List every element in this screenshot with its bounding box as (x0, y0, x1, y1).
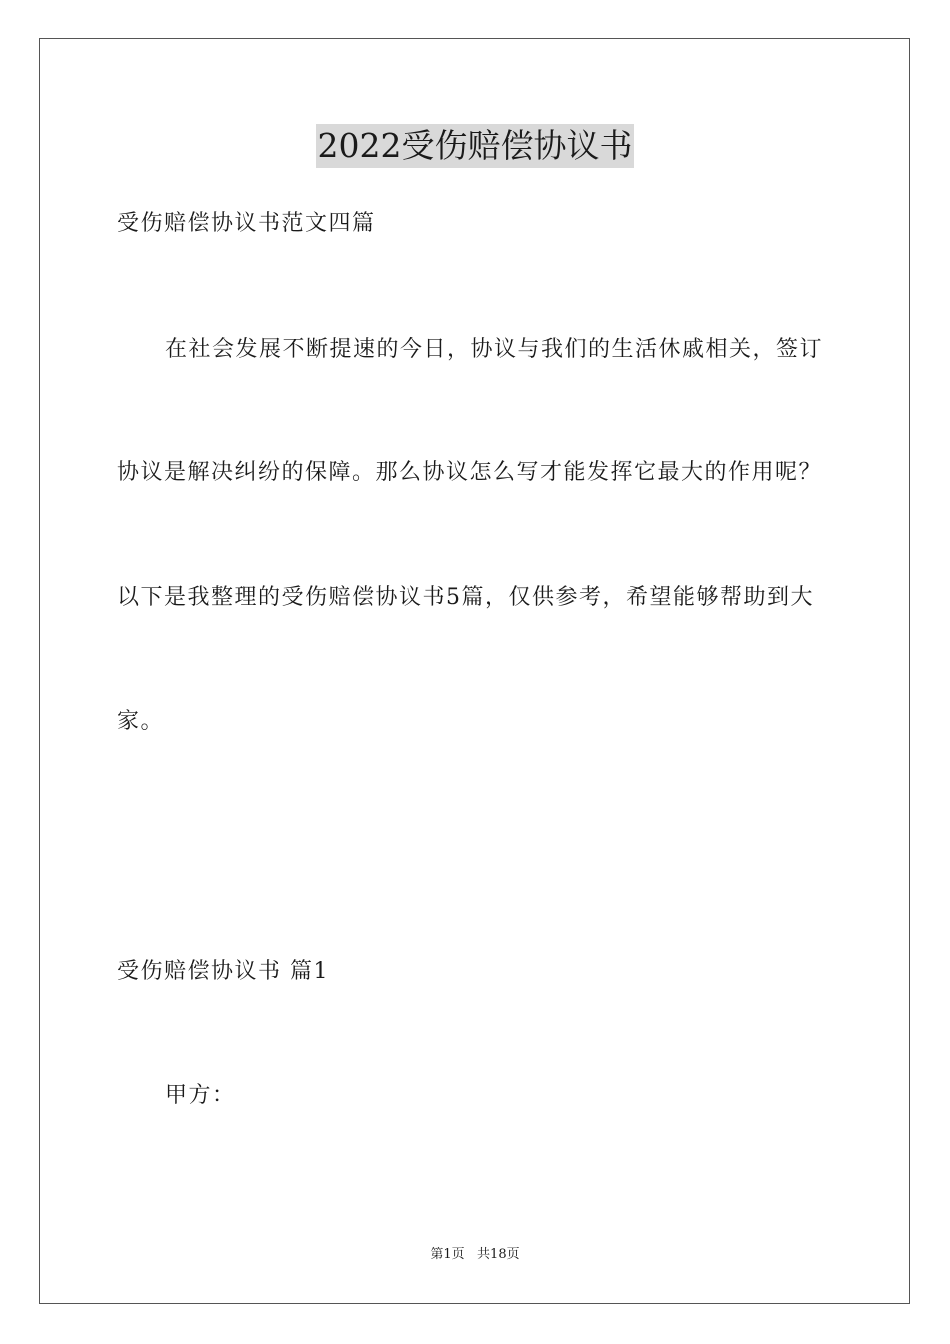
intro-line-2: 协议是解决纠纷的保障。那么协议怎么写才能发挥它最大的作用呢？ (117, 460, 823, 485)
title-container (0, 124, 950, 168)
document-title: 2022受伤赔偿协议书 (316, 124, 635, 168)
section-heading: 受伤赔偿协议书 篇1 (117, 959, 329, 984)
intro-line-4: 家。 (117, 709, 165, 734)
intro-line-1: 在社会发展不断提速的今日，协议与我们的生活休戚相关，签订 (165, 337, 824, 362)
document-subtitle: 受伤赔偿协议书范文四篇 (117, 211, 376, 236)
intro-line-3: 以下是我整理的受伤赔偿协议书5篇，仅供参考，希望能够帮助到大 (117, 585, 814, 610)
party-a-label: 甲方： (165, 1083, 236, 1108)
page-footer: 第1页 共18页 (430, 1247, 520, 1262)
